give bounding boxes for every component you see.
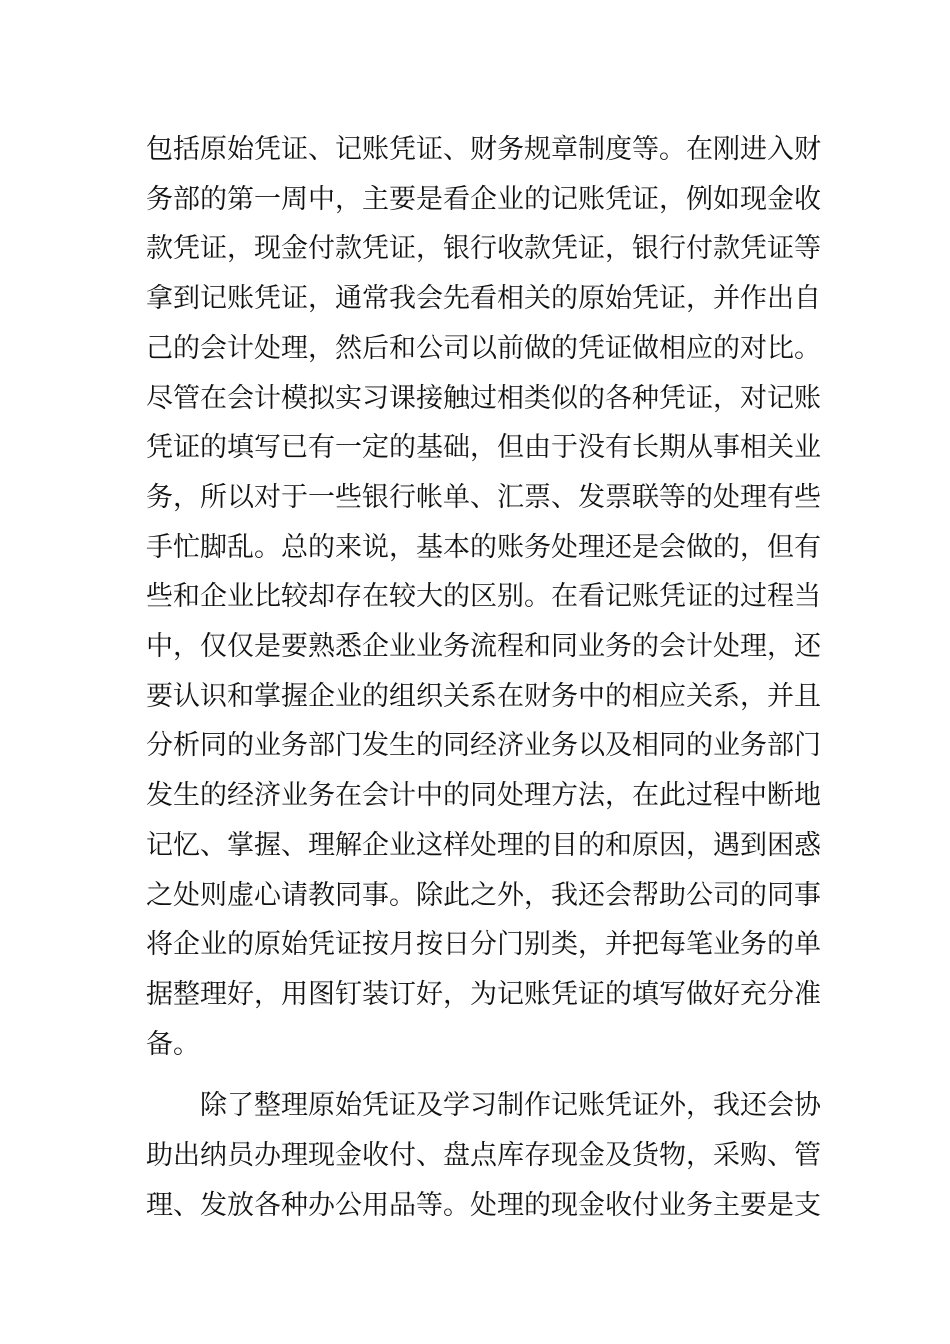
text-line: 手忙脚乱。总的来说，基本的账务处理还是会做的，但有 <box>146 531 821 563</box>
text-line: 务，所以对于一些银行帐单、汇票、发票联等的处理有些 <box>146 481 821 513</box>
text-line: 务部的第一周中，主要是看企业的记账凭证，例如现金收 <box>146 183 821 215</box>
text-line: 分析同的业务部门发生的同经济业务以及相同的业务部门 <box>146 730 821 762</box>
text-line: 些和企业比较却存在较大的区别。在看记账凭证的过程当 <box>146 581 821 613</box>
text-line: 要认识和掌握企业的组织关系在财务中的相应关系，并且 <box>146 680 821 712</box>
text-line: 己的会计处理，然后和公司以前做的凭证做相应的对比。 <box>146 332 821 364</box>
text-line: 之处则虚心请教同事。除此之外，我还会帮助公司的同事 <box>146 879 821 911</box>
text-line: 助出纳员办理现金收付、盘点库存现金及货物，采购、管 <box>146 1140 821 1171</box>
text-line: 发生的经济业务在会计中的同处理方法，在此过程中断地 <box>146 780 821 812</box>
text-line: 备。 <box>146 1028 200 1060</box>
text-line: 记忆、掌握、理解企业这样处理的目的和原因，遇到困惑 <box>146 829 821 861</box>
text-line: 尽管在会计模拟实习课接触过相类似的各种凭证，对记账 <box>146 382 821 414</box>
text-line: 据整理好，用图钉装订好，为记账凭证的填写做好充分准 <box>146 978 821 1010</box>
text-line: 中，仅仅是要熟悉企业业务流程和同业务的会计处理，还 <box>146 631 821 662</box>
text-line: 理、发放各种办公用品等。处理的现金收付业务主要是支 <box>146 1189 821 1221</box>
text-line: 除了整理原始凭证及学习制作记账凭证外，我还会协 <box>200 1090 821 1122</box>
text-line: 款凭证，现金付款凭证，银行收款凭证，银行付款凭证等 <box>146 233 821 265</box>
text-line: 凭证的填写已有一定的基础，但由于没有长期从事相关业 <box>146 432 821 464</box>
text-line: 拿到记账凭证，通常我会先看相关的原始凭证，并作出自 <box>146 283 821 315</box>
text-line: 包括原始凭证、记账凭证、财务规章制度等。在刚进入财 <box>146 134 821 165</box>
text-line: 将企业的原始凭证按月按日分门别类，并把每笔业务的单 <box>146 929 821 961</box>
